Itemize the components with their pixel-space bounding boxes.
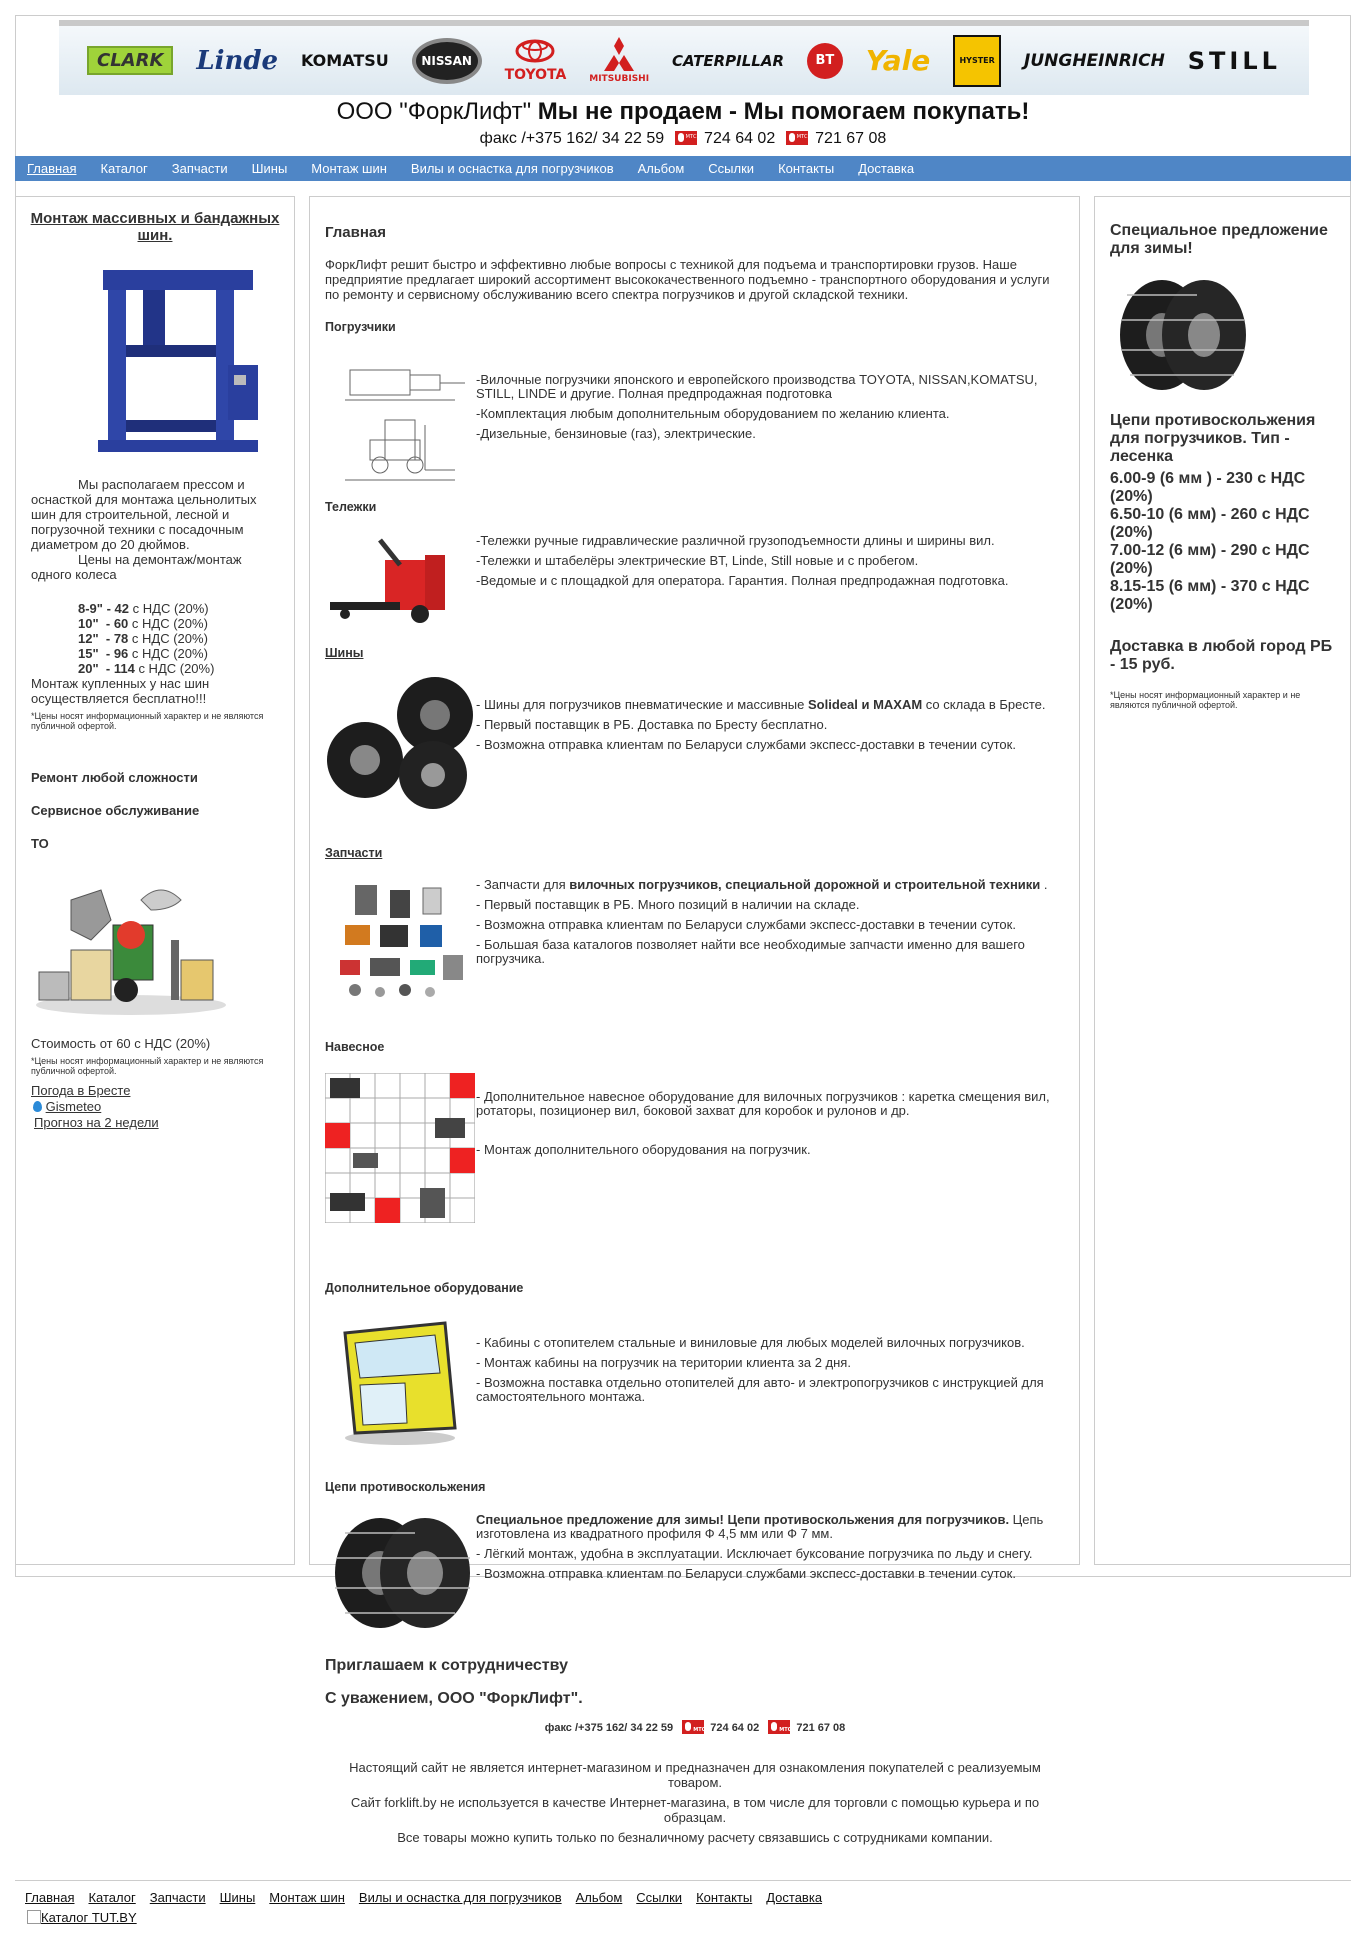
phone-mts-2: 721 67 08	[815, 130, 887, 147]
section-text-trucks	[476, 534, 1066, 594]
brand-logo-clark: CLARK	[87, 46, 173, 75]
section-text-extra-equipment	[476, 1336, 1066, 1410]
section-text-attachments	[476, 1090, 1066, 1163]
chains-price-list	[1110, 470, 1340, 614]
mts-icon	[675, 131, 697, 145]
tire-mounting-link[interactable]: Монтаж массивных и бандажных шин.	[30, 210, 280, 244]
section-line: -Комплектация любым дополнительным оборудованием по желанию клиента.	[476, 406, 950, 421]
gismeteo-link[interactable]: Gismeteo	[45, 1099, 102, 1114]
chains-price-row: 6.00-9 (6 мм ) - 230 с НДС (20%)	[1110, 470, 1306, 505]
tire-brands: Solideal и MAXAM	[808, 697, 923, 712]
section-line: -Тележки и штабелёры электрические BT, Linde, Still новые и с пробегом.	[476, 553, 919, 568]
price-value: 60	[113, 616, 129, 631]
section-text-forklifts	[476, 373, 1066, 447]
brand-logo-linde: Linde	[196, 45, 279, 76]
price-size: 15"	[78, 646, 99, 661]
site-notice-2: Сайт forklift.by не используется в качестве Интернет-магазина, в том числе для торговли с помощью курьера и по образцам.	[350, 1795, 1040, 1825]
delivery-heading: Доставка в любой город РБ - 15 руб.	[1110, 638, 1333, 673]
nav-link-forks[interactable]: Вилы и оснастка для погрузчиков	[410, 161, 614, 176]
nav-link-tire-mounting[interactable]: Монтаж шин	[311, 161, 387, 176]
price-vat: с НДС (20%)	[138, 661, 215, 676]
footer-link-catalog[interactable]: Каталог	[88, 1890, 136, 1905]
brand-logo-still: STILL	[1187, 46, 1281, 75]
footer-divider	[15, 1880, 1351, 1881]
invite-heading: Приглашаем к сотрудничеству	[325, 1657, 568, 1674]
attachments-image	[325, 1073, 475, 1223]
snow-chains-promo-image	[1112, 275, 1252, 395]
price-vat: с НДС (20%)	[131, 631, 208, 646]
mounting-price-list	[31, 601, 271, 676]
section-title-forklifts: Погрузчики	[325, 320, 396, 334]
price-row: 15" - 96 с НДС (20%)	[78, 646, 208, 661]
company-name: ООО "ФоркЛифт"	[336, 98, 532, 125]
price-vat: с НДС (20%)	[131, 616, 208, 631]
intro-paragraph: ФоркЛифт решит быстро и эффективно любые вопросы с техникой для подъема и транспортировки грузов. Наше предприятие предлагает широкий ассортимент высококачественного подъемно - транспортного оборудования и услуги по ремонту и сервисному обслуживанию всего спектра погрузчиков и другой складской техники.	[325, 257, 1050, 302]
price-value: 96	[113, 646, 129, 661]
footer-link-parts[interactable]: Запчасти	[149, 1890, 206, 1905]
footer-link-tire-mounting[interactable]: Монтаж шин	[269, 1890, 345, 1905]
price-row: 20" - 114 с НДС (20%)	[78, 661, 215, 676]
gismeteo-widget	[33, 1099, 101, 1114]
toyota-emblem-icon	[515, 39, 555, 63]
brand-logo-caterpillar: CATERPILLAR	[671, 51, 785, 70]
tut-by-catalog-link[interactable]	[27, 1910, 137, 1925]
brand-logo-yale: Yale	[865, 44, 931, 77]
repair-heading: Ремонт любой сложности	[31, 770, 198, 785]
price-row: 12" - 78 с НДС (20%)	[78, 631, 208, 646]
price-value: 114	[113, 661, 135, 676]
to-cost: Стоимость от 60 с НДС (20%)	[31, 1036, 211, 1051]
footer-link-tires[interactable]: Шины	[219, 1890, 256, 1905]
center-fax: факс /+375 162/ 34 22 59	[544, 1721, 674, 1734]
section-line: - Шины для погрузчиков пневматические и массивные Solideal и MAXAM со склада в Бресте.	[476, 697, 1046, 712]
right-sidebar	[1094, 196, 1351, 1565]
section-line: - Возможна поставка отдельно отопителей для авто- и электропогрузчиков с инструкцией для самостоятельного монтажа.	[476, 1375, 1044, 1404]
footer-link-links[interactable]: Ссылки	[636, 1890, 683, 1905]
chains-price-row: 6.50-10 (6 мм) - 260 с НДС (20%)	[1110, 506, 1310, 541]
section-title-chains: Цепи противоскольжения	[325, 1480, 486, 1494]
section-title-parts[interactable]: Запчасти	[325, 846, 383, 860]
tut-by-catalog-text: Каталог TUT.BY	[41, 1910, 137, 1925]
spare-parts-image	[325, 880, 475, 1005]
section-line: -Вилочные погрузчики японского и европейского производства TOYOTA, NISSAN,KOMATSU, STILL, LINDE и другие. Полная предпродажная подготовка	[476, 372, 1038, 401]
section-line: - Большая база каталогов позволяет найти все необходимые запчасти именно для вашего погрузчика.	[476, 937, 1025, 966]
section-line: - Монтаж дополнительного оборудования на погрузчик.	[476, 1142, 811, 1157]
pallet-truck-image	[325, 530, 475, 630]
center-contacts	[325, 1720, 1065, 1736]
footer-link-delivery[interactable]: Доставка	[766, 1890, 823, 1905]
center-phone-2: 721 67 08	[796, 1721, 846, 1734]
footer-link-forks[interactable]: Вилы и оснастка для погрузчиков	[358, 1890, 562, 1905]
nav-link-catalog[interactable]: Каталог	[100, 161, 148, 176]
press-intro-text: Мы располагаем прессом и оснасткой для монтажа цельнолитых шин для строительной, лесной и погрузочной техники с посадочным диаметром до 20 дюймов.	[31, 477, 257, 552]
chains-price-row: 7.00-12 (6 мм) - 290 с НДС (20%)	[1110, 542, 1310, 577]
section-line: Специальное предложение для зимы! Цепи противоскольжения для погрузчиков. Цепь изготовлена из квадратного профиля Ф 4,5 мм или Ф 7 мм.	[476, 1512, 1044, 1541]
press-description	[31, 477, 271, 582]
brand-logo-hyster: HYSTER	[953, 35, 1001, 87]
brand-logo-jungheinrich: JUNGHEINRICH	[1024, 50, 1165, 71]
section-line: - Первый поставщик в РБ. Доставка по Бресту бесплатно.	[476, 717, 828, 732]
price-size: 8-9"	[78, 601, 103, 616]
nav-link-home[interactable]: Главная	[27, 161, 77, 176]
broken-image-icon	[27, 1910, 41, 1924]
site-title	[0, 98, 1366, 126]
section-text-parts	[476, 878, 1066, 972]
section-line: -Ведомые и с площадкой для оператора. Гарантия. Полная предпродажная подготовка.	[476, 573, 1009, 588]
mts-icon	[682, 1720, 704, 1734]
price-size: 12"	[78, 631, 99, 646]
section-title-trucks: Тележки	[325, 500, 377, 514]
section-line: - Монтаж кабины на погрузчик на територии клиента за 2 дня.	[476, 1355, 851, 1370]
left-disclaimer: *Цены носят информационный характер и не являются публичной офертой.	[31, 711, 264, 731]
parts-scope: вилочных погрузчиков, специальной дорожной и строительной техники	[569, 877, 1041, 892]
brand-logo-toyota-text: TOYOTA	[504, 66, 567, 83]
price-vat: с НДС (20%)	[132, 601, 209, 616]
nav-link-tires[interactable]: Шины	[251, 161, 288, 176]
price-row: 10" - 60 с НДС (20%)	[78, 616, 208, 631]
brand-logo-toyota	[505, 39, 567, 83]
section-title-tires[interactable]: Шины	[325, 646, 364, 660]
top-navigation	[15, 156, 1351, 181]
brand-logo-komatsu: KOMATSU	[301, 51, 389, 70]
price-size: 10"	[78, 616, 99, 631]
chains-type-heading: Цепи противоскольжения для погрузчиков. Тип - лесенка	[1110, 412, 1316, 465]
price-row: 8-9" - 42 с НДС (20%)	[78, 601, 209, 616]
free-mount-text: Монтаж купленных у нас шин осуществляется бесплатно!!!	[31, 676, 210, 706]
winter-offer-heading: Специальное предложение для зимы!	[1110, 222, 1328, 257]
section-line: - Лёгкий монтаж, удобна в эксплуатации. Исключает буксование погрузчика по льду и снегу.	[476, 1546, 1033, 1561]
nav-link-parts[interactable]: Запчасти	[171, 161, 228, 176]
section-line: - Возможна отправка клиентам по Беларуси службами экспесс-доставки в течении суток.	[476, 737, 1016, 752]
price-value: 78	[113, 631, 129, 646]
hydraulic-press-image	[88, 265, 268, 460]
page-heading: Главная	[325, 224, 387, 241]
snow-chains-image	[325, 1513, 475, 1633]
weather-link[interactable]: Погода в Бресте	[31, 1083, 131, 1098]
brand-logo-mitsubishi	[589, 37, 649, 84]
site-notice-1: Настоящий сайт не является интернет-магазином и предназначен для ознакомления покупателей с реализуемым товаром.	[349, 1760, 1041, 1790]
nav-link-delivery[interactable]: Доставка	[858, 161, 915, 176]
header-contacts	[0, 130, 1366, 148]
left-disclaimer-2: *Цены носят информационный характер и не являются публичной офертой.	[31, 1056, 264, 1076]
price-vat: с НДС (20%)	[131, 646, 208, 661]
fax-number: факс /+375 162/ 34 22 59	[479, 130, 665, 147]
section-line: - Кабины с отопителем стальные и виниловые для любых моделей вилочных погрузчиков.	[476, 1335, 1025, 1350]
tires-image	[325, 675, 475, 810]
service-heading: Сервисное обслуживание	[31, 803, 200, 818]
section-line: - Первый поставщик в РБ. Много позиций в наличии на складе.	[476, 897, 860, 912]
forklift-drawing-image	[325, 365, 475, 485]
price-size: 20"	[78, 661, 99, 676]
regards-heading: С уважением, ООО "ФоркЛифт".	[325, 1690, 583, 1707]
footer-link-album[interactable]: Альбом	[575, 1890, 623, 1905]
section-text-tires	[476, 698, 1066, 758]
brand-logos-banner	[59, 20, 1309, 95]
section-line: - Дополнительное навесное оборудование для вилочных погрузчиков : каретка смещения вил, ротаторы, позиционер вил, боковой захват для коробок и рулонов и др.	[476, 1089, 1050, 1118]
water-drop-icon	[33, 1101, 42, 1112]
forecast-link[interactable]: Прогноз на 2 недели	[34, 1115, 159, 1130]
nav-link-album[interactable]: Альбом	[637, 161, 685, 176]
section-text-chains	[476, 1513, 1066, 1587]
section-line: -Дизельные, бензиновые (газ), электрические.	[476, 426, 756, 441]
mts-icon	[786, 131, 808, 145]
nav-link-links[interactable]: Ссылки	[708, 161, 755, 176]
to-heading: ТО	[31, 836, 49, 851]
prices-heading: Цены на демонтаж/монтаж одного колеса	[31, 552, 242, 582]
brand-logo-nissan: NISSAN	[412, 38, 482, 84]
section-line: - Возможна отправка клиентам по Беларуси службами экспесс-доставки в течении суток.	[476, 1566, 1016, 1581]
chains-offer: Специальное предложение для зимы! Цепи противоскольжения для погрузчиков.	[476, 1512, 1010, 1527]
section-line: - Запчасти для вилочных погрузчиков, специальной дорожной и строительной техники .	[476, 877, 1048, 892]
mitsubishi-diamonds-icon	[601, 37, 637, 71]
section-title-extra-equipment: Дополнительное оборудование	[325, 1281, 524, 1295]
cartoon-forklift-image	[31, 880, 231, 1020]
mts-icon	[768, 1720, 790, 1734]
nav-link-contacts[interactable]: Контакты	[778, 161, 835, 176]
brand-logo-bt: BT	[807, 43, 843, 79]
section-line: - Возможна отправка клиентам по Беларуси службами экспесс-доставки в течении суток.	[476, 917, 1016, 932]
brand-logo-mitsubishi-text: MITSUBISHI	[589, 74, 650, 84]
section-line: -Тележки ручные гидравлические различной грузоподъемности длины и ширины вил.	[476, 533, 995, 548]
center-phone-1: 724 64 02	[710, 1721, 760, 1734]
section-title-attachments: Навесное	[325, 1040, 385, 1054]
slogan: Мы не продаем - Мы помогаем покупать!	[537, 98, 1030, 125]
chains-price-row: 8.15-15 (6 мм) - 370 с НДС (20%)	[1110, 578, 1310, 613]
phone-mts-1: 724 64 02	[704, 130, 776, 147]
footer-link-home[interactable]: Главная	[25, 1890, 75, 1905]
price-value: 42	[114, 601, 130, 616]
site-notice-3: Все товары можно купить только по безналичному расчету связавшись с сотрудниками компании.	[397, 1830, 993, 1845]
footer-link-contacts[interactable]: Контакты	[696, 1890, 753, 1905]
right-disclaimer: *Цены носят информационный характер и не являются публичной офертой.	[1110, 690, 1301, 710]
cabin-image	[325, 1313, 475, 1448]
footer-navigation	[25, 1890, 836, 1905]
